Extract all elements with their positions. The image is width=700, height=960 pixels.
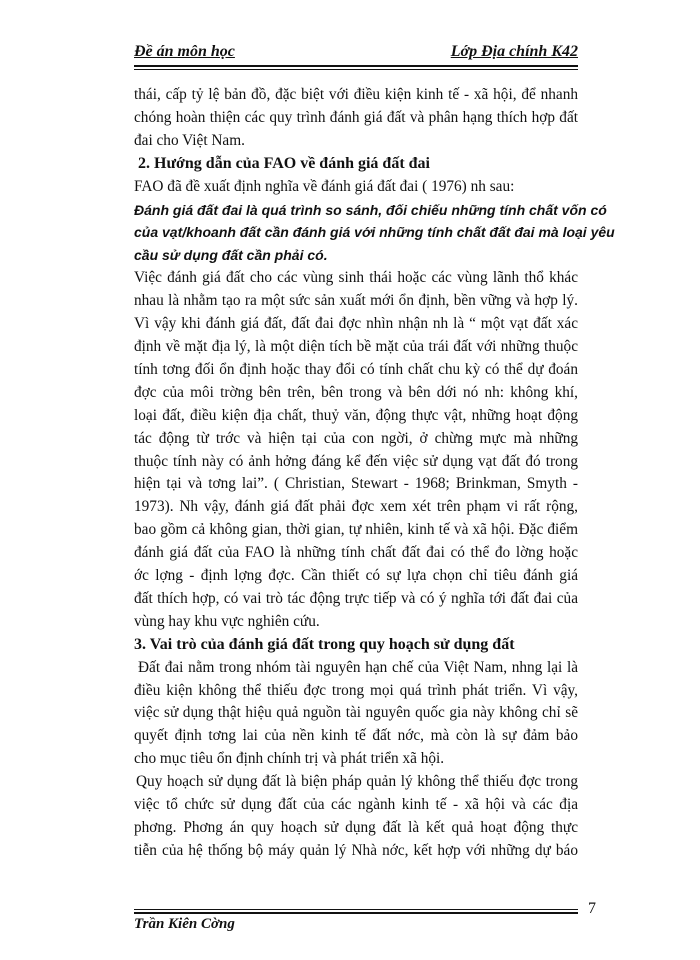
text-line: loại đất, điều kiện địa chất, thuỷ văn, động thực vật, những hoạt động	[134, 406, 578, 424]
text-line: tác động từ trớc và hiện tại của con ngời, ở chừng mực mà những	[134, 429, 578, 447]
page-header	[134, 43, 578, 65]
footer-rule-thin	[134, 909, 578, 910]
footer-rule-thick	[134, 912, 578, 914]
text-line: hiện tại và tơng lai”. ( Christian, Stewart - 1968; Brinkman, Smyth -	[134, 475, 578, 493]
text-line: việc sử dụng thật hiệu quả nguồn tài nguyên quốc gia này không chỉ sẽ	[134, 704, 578, 722]
text-line: tính tơng đối ổn định hoặc thay đổi có tính chất chu kỳ có thể dự đoán	[134, 360, 578, 378]
text-line: bao gồm cả không gian, thời gian, tự nhiên, kinh tế và xã hội. Đặc điểm	[134, 521, 578, 539]
text-line: điều kiện không thể thiếu đợc trong mọi quá trình phát triển. Vì vậy,	[134, 681, 578, 699]
text-line: cho mục tiêu ổn định chính trị và phát triển xã hội.	[134, 750, 445, 768]
text-line: việc tổ chức sử dụng đất của các ngành kinh tế - xã hội và các địa	[134, 796, 578, 814]
text-line: thái, cấp tỷ lệ bản đồ, đặc biệt với điều kiện kinh tế - xã hội, để nhanh	[134, 86, 578, 103]
body-text	[134, 84, 615, 863]
header-rule-thin	[134, 69, 578, 70]
text-line: 1973). Nh vậy, đánh giá đất phải đợc xem xét trên phạm vi rất rộng,	[134, 498, 578, 516]
text-line: đất thích hợp, có vai trò tác động trực tiếp và có ý nghĩa tới đất đai của	[134, 589, 578, 607]
text-line: thuộc tính này có ảnh hởng đáng kể đến việc sử dụng vạt đất đó trong	[134, 452, 578, 470]
text-line: tiễn của hệ thống bộ máy quản lý Nhà nớc, kết hợp với những dự báo	[134, 841, 578, 859]
header-class-name: Lớp Địa chính K42	[450, 43, 578, 60]
section-heading-2: 2. Hướng dẫn của FAO về đánh giá đất đai	[138, 154, 430, 172]
text-line: vùng hay khu vực nghiên cứu.	[134, 612, 320, 630]
text-line: đánh giá đất của FAO là những tính chất đất đai có thể đo lờng hoặc	[134, 544, 578, 562]
definition-line: của vạt/khoanh đất cần đánh giá với những tính chất đất đai mà loại yêu	[134, 224, 615, 241]
text-line: chóng hoàn thiện các quy trình đánh giá đất và phân hạng thích hợp đất	[134, 108, 578, 126]
text-line: định về mặt địa lý, là một diện tích bề mặt của trái đất với những thuộc	[134, 337, 578, 355]
page-number: 7	[588, 900, 596, 917]
text-line: đợc của môi trờng bên trên, bên trong và bên dới nó nh: không khí,	[134, 383, 578, 401]
text-line: nhau là nhằm tạo ra một sức sản xuất mới ổn định, bền vững và hợp lý.	[134, 292, 578, 310]
text-line: quyết định tơng lai của nền kinh tế đất nớc, mà còn là sự đảm bảo	[134, 727, 578, 745]
text-line: phơng. Phơng án quy hoạch sử dụng đất là kết quả hoạt động thực	[134, 819, 578, 836]
section-heading-3: 3. Vai trò của đánh giá đất trong quy hoạch sử dụng đất	[134, 635, 515, 653]
text-line: Đất đai nằm trong nhóm tài nguyên hạn chế của Việt Nam, nhng lại là	[138, 658, 578, 676]
definition-line: Đánh giá đất đai là quá trình so sánh, đối chiếu những tính chất vốn có	[134, 201, 607, 218]
text-line: Việc đánh giá đất cho các vùng sinh thái hoặc các vùng lãnh thổ khác	[134, 269, 578, 287]
text-line: Quy hoạch sử dụng đất là biện pháp quản lý không thể thiếu đợc trong	[136, 773, 578, 791]
header-course-title: Đề án môn học	[134, 43, 235, 60]
text-line: ớc lợng - định lợng đợc. Cần thiết có sự lựa chọn chỉ tiêu đánh giá	[134, 567, 578, 585]
definition-line: cầu sử dụng đất cần phải có.	[134, 247, 328, 264]
text-line: Vì vậy khi đánh giá đất, đất đai đợc nhìn nhận nh là “ một vạt đất xác	[134, 315, 578, 333]
text-line: FAO đã đề xuất định nghĩa về đánh giá đất đai ( 1976) nh sau:	[134, 177, 515, 195]
header-rule-thick	[134, 65, 578, 67]
text-line: đai cho Việt Nam.	[134, 131, 245, 149]
footer-author: Trần Kiên Cờng	[134, 916, 235, 932]
